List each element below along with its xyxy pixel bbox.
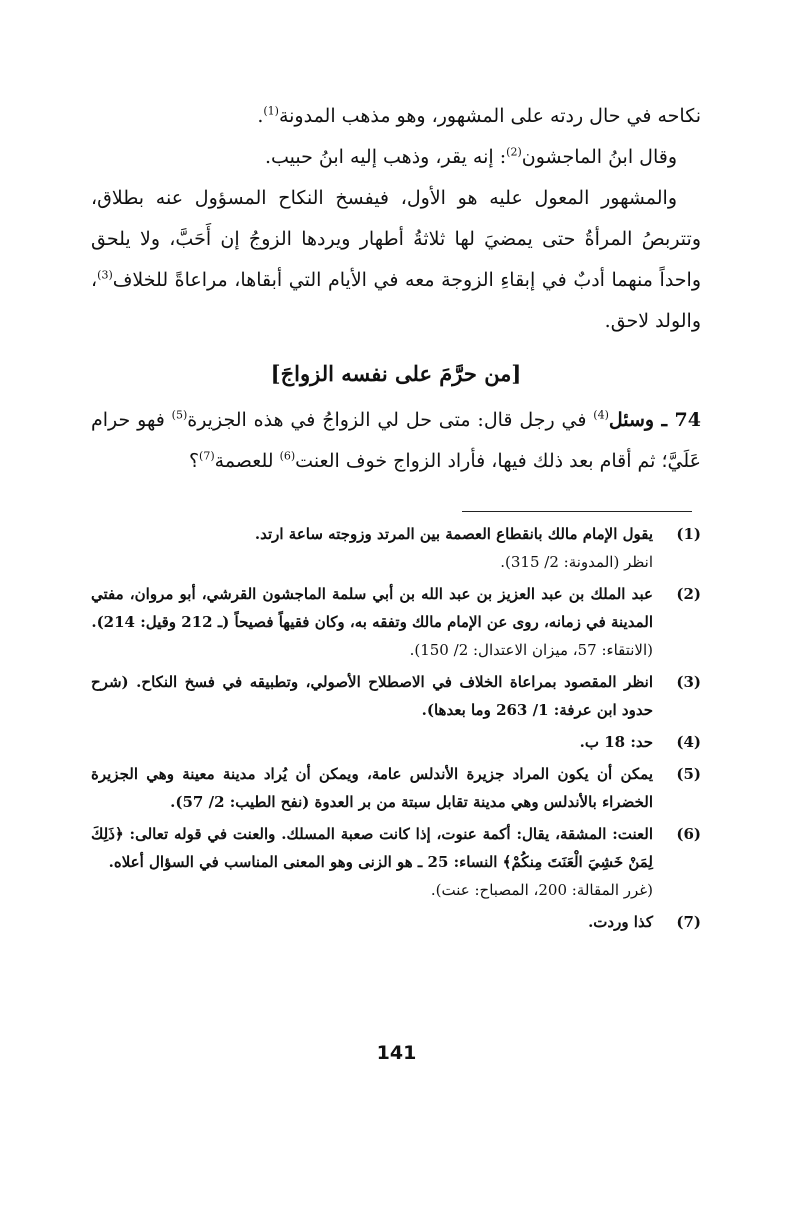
- question-paragraph: [91, 400, 701, 482]
- paragraph-2-text-a: وقال ابنُ الماجشون: [521, 146, 677, 168]
- footnote-2: [91, 580, 701, 664]
- question-end: ؟: [188, 450, 200, 472]
- footnote-ref-6[interactable]: (6): [279, 449, 296, 463]
- footnote-number: (1): [676, 525, 701, 543]
- question-text-b: فهو حرام عَلَيَّ؛ ثم أقام بعد ذلك فيها، فأراد الزواج خوف العنت: [91, 409, 701, 472]
- footnote-ref-4[interactable]: (4): [593, 408, 609, 422]
- question-text-a: في رجل قال: متى حل لي الزواجُ في هذه الجزيرة: [187, 409, 594, 431]
- footnote-3: [91, 668, 701, 724]
- footnote-number: (5): [676, 765, 701, 783]
- footnote-number: (7): [676, 913, 701, 931]
- footnote-5: [91, 760, 701, 816]
- footnote-ref-3[interactable]: (3): [97, 268, 113, 282]
- footnote-text: حد: 18 ب.: [579, 733, 653, 751]
- question-text-c: للعصمة: [214, 450, 280, 472]
- footnote-number: (3): [676, 673, 701, 691]
- paragraph-2: [91, 137, 701, 178]
- paragraph-3-text-a: والمشهور المعول عليه هو الأول، فيفسخ النكاح المسؤول عنه بطلاق، وتتربصُ المرأةُ حتى يمضيَ لها ثلاثةُ أطهار ويردها الزوجُ إن أَحَبَّ، ولا يلحق واحداً منهما أدبٌ في إبقاءِ الزوجة معه في الأيام التي أبقاها، مراعاةً للخلاف: [91, 187, 701, 291]
- footnote-6: [91, 820, 701, 904]
- footnotes: [91, 516, 701, 936]
- footnote-text: العنت: المشقة، يقال: أكمة عنوت، إذا كانت صعبة المسلك. والعنت في قوله تعالى: ﴿ذَلِكَ لِمَنْ خَشِيَ الْعَنَتَ مِنكُمْ﴾ النساء: 25 ـ هو الزنى وهو المعنى المناسب في السؤال أعلاه.: [91, 825, 653, 871]
- question-label: 74 ـ وسئل: [608, 409, 701, 431]
- paragraph-1-end: .: [257, 105, 264, 127]
- footnote-ref-2[interactable]: (2): [506, 145, 522, 159]
- footnote-text: عبد الملك بن عبد العزيز بن عبد الله بن أبي سلمة الماجشون القرشي، أبو مروان، مفتي المدينة في زمانه، روى عن الإمام مالك وتفقه به، وكان فقيهاً فصيحاً (ـ 212 وقيل: 214).: [91, 585, 653, 631]
- footnote-7: [91, 908, 701, 936]
- footnote-ref-5[interactable]: (5): [171, 408, 188, 422]
- paragraph-3: [91, 178, 701, 342]
- footnote-source: (الانتقاء: 57، ميزان الاعتدال: 2/ 150).: [409, 641, 653, 659]
- footnote-number: (6): [676, 825, 701, 843]
- paragraph-3-text-b: ، والولد لاحق.: [91, 269, 701, 332]
- footnote-ref-1[interactable]: (1): [263, 104, 279, 118]
- footnote-text: يمكن أن يكون المراد جزيرة الأندلس عامة، ويمكن أن يُراد مدينة معينة وهي الجزيرة الخضراء بالأندلس وهي مدينة تقابل سبتة من بر العدوة (نفح الطيب: 2/ 57).: [91, 765, 653, 811]
- footnote-4: [91, 728, 701, 756]
- footnote-ref-7[interactable]: (7): [199, 449, 215, 463]
- main-text: [91, 96, 701, 482]
- footnote-number: (4): [676, 733, 701, 751]
- footnote-text: يقول الإمام مالك بانقطاع العصمة بين المرتد وزوجته ساعة ارتد.: [254, 525, 653, 543]
- paragraph-1-text: نكاحه في حال ردته على المشهور، وهو مذهب المدونة: [278, 105, 701, 127]
- footnote-text: كذا وردت.: [588, 913, 653, 931]
- footnote-source: انظر (المدونة: 2/ 315).: [500, 553, 653, 571]
- footnote-source: (غرر المقالة: 200، المصباح: عنت).: [430, 881, 653, 899]
- paragraph-1: [91, 96, 701, 137]
- footnote-text: انظر المقصود بمراعاة الخلاف في الاصطلاح الأصولي، وتطبيقه في فسخ النكاح. (شرح حدود ابن عرفة: 1/ 263 وما بعدها).: [91, 673, 653, 719]
- footnote-number: (2): [676, 585, 701, 603]
- page-number: 141: [376, 1042, 417, 1064]
- footnote-1: [91, 520, 701, 576]
- footnote-divider: [462, 511, 692, 512]
- section-heading: [من حرَّمَ على نفسه الزواجَ]: [270, 361, 522, 386]
- paragraph-2-text-b: : إنه يقر، وذهب إليه ابنُ حبيب.: [264, 146, 507, 168]
